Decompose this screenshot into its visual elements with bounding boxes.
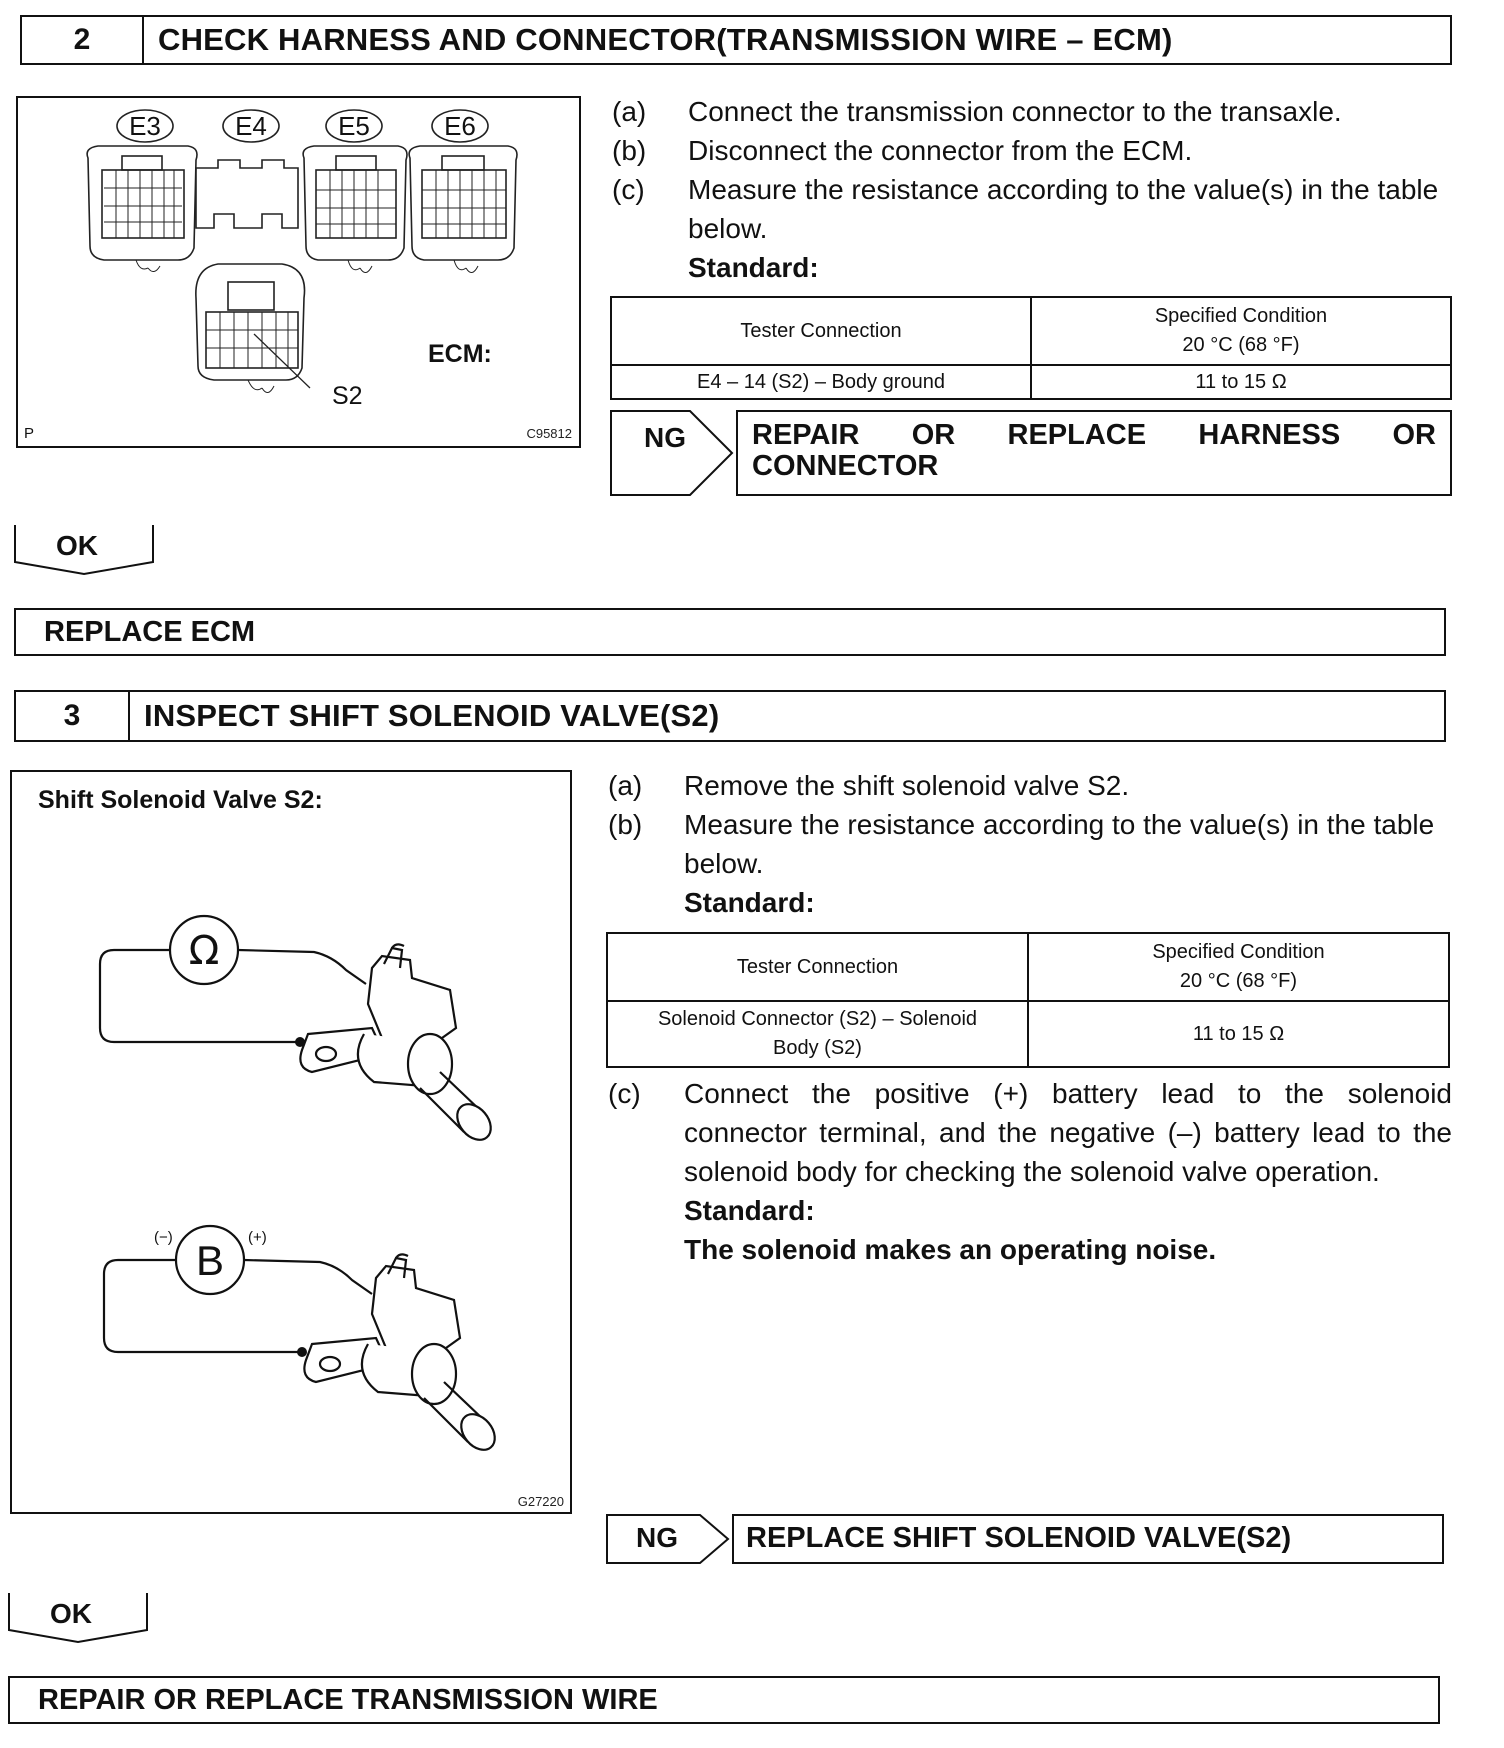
step-title: INSPECT SHIFT SOLENOID VALVE(S2) [144, 698, 720, 733]
procedure-step-c [612, 170, 1454, 248]
ecm-connector-figure [16, 96, 581, 448]
ecm-label: ECM: [428, 340, 492, 368]
ok-label: OK [56, 530, 98, 561]
solenoid-illustration [12, 772, 570, 1512]
step-2-procedure [612, 92, 1454, 287]
ohmmeter-icon: Ω [188, 928, 220, 974]
table-cell-connection: Solenoid Connector (S2) – Solenoid Body (S2) [607, 1001, 1028, 1067]
table-header-condition: Specified Condition 20 °C (68 °F) [1028, 933, 1449, 1001]
step-text: Measure the resistance according to the value(s) in the table below. [688, 174, 1439, 244]
step-letter: (a) [608, 770, 643, 801]
step-text: Remove the shift solenoid valve S2. [684, 770, 1130, 801]
connector-label-e5: E5 [338, 111, 370, 141]
ng-result-text: REPAIR OR REPLACE HARNESS OR CONNECTOR [752, 419, 1436, 482]
procedure-step-b [608, 805, 1452, 883]
negative-terminal-label: (−) [154, 1229, 173, 1246]
connector-label-e4: E4 [235, 111, 267, 141]
corner-mark: P [24, 425, 35, 442]
step-text: Connect the positive (+) battery lead to the solenoid connector terminal, and the negative (–) battery lead to the solenoid body for checking the solenoid valve operation. [684, 1078, 1452, 1187]
standard-label: Standard: [684, 1195, 815, 1226]
figure-title: Shift Solenoid Valve S2: [38, 786, 323, 814]
procedure-step-b [612, 131, 1454, 170]
ok-label: OK [50, 1598, 92, 1629]
step-3-procedure [608, 766, 1452, 922]
standard-result: The solenoid makes an operating noise. [684, 1234, 1217, 1265]
step-text: Measure the resistance according to the value(s) in the table below. [684, 809, 1435, 879]
step-letter: (a) [612, 96, 647, 127]
pin-label-s2: S2 [332, 382, 363, 410]
step-letter: (b) [608, 809, 643, 840]
resistance-spec-table [610, 296, 1452, 400]
table-cell-connection: E4 – 14 (S2) – Body ground [611, 365, 1031, 399]
battery-icon: B [195, 1237, 225, 1284]
step-3-header [14, 690, 1446, 742]
solenoid-test-figure [10, 770, 572, 1514]
step-text: Disconnect the connector from the ECM. [688, 135, 1193, 166]
procedure-step-c [608, 1074, 1452, 1269]
connector-label-e6: E6 [444, 111, 476, 141]
step-number: 3 [16, 692, 130, 740]
step-letter: (b) [612, 135, 647, 166]
replace-ecm-box: REPLACE ECM [14, 608, 1446, 656]
figure-code: G27220 [517, 1494, 564, 1509]
step-title: CHECK HARNESS AND CONNECTOR(TRANSMISSION WIRE – ECM) [158, 22, 1173, 57]
step-letter: (c) [608, 1078, 641, 1109]
step-2-header [20, 15, 1452, 65]
repair-wire-box: REPAIR OR REPLACE TRANSMISSION WIRE [8, 1676, 1440, 1724]
table-cell-condition: 11 to 15 Ω [1028, 1001, 1449, 1067]
ng-label: NG [636, 1522, 678, 1553]
procedure-step-a [608, 766, 1452, 805]
table-header-connection: Tester Connection [611, 297, 1031, 365]
procedure-step-a [612, 92, 1454, 131]
ecm-connector-illustration [18, 98, 579, 446]
standard-label: Standard: [688, 252, 819, 283]
step-text: Connect the transmission connector to the transaxle. [688, 96, 1342, 127]
ng-result-text: REPLACE SHIFT SOLENOID VALVE(S2) [746, 1522, 1292, 1554]
table-cell-condition: 11 to 15 Ω [1031, 365, 1451, 399]
positive-terminal-label: (+) [248, 1229, 267, 1246]
connector-label-e3: E3 [129, 111, 161, 141]
step-letter: (c) [612, 174, 645, 205]
resistance-spec-table [606, 932, 1450, 1068]
table-header-connection: Tester Connection [607, 933, 1028, 1001]
figure-code: C95812 [526, 426, 572, 441]
step-number: 2 [22, 17, 144, 63]
ng-label: NG [644, 422, 686, 453]
table-header-condition: Specified Condition 20 °C (68 °F) [1031, 297, 1451, 365]
standard-label: Standard: [684, 887, 815, 918]
